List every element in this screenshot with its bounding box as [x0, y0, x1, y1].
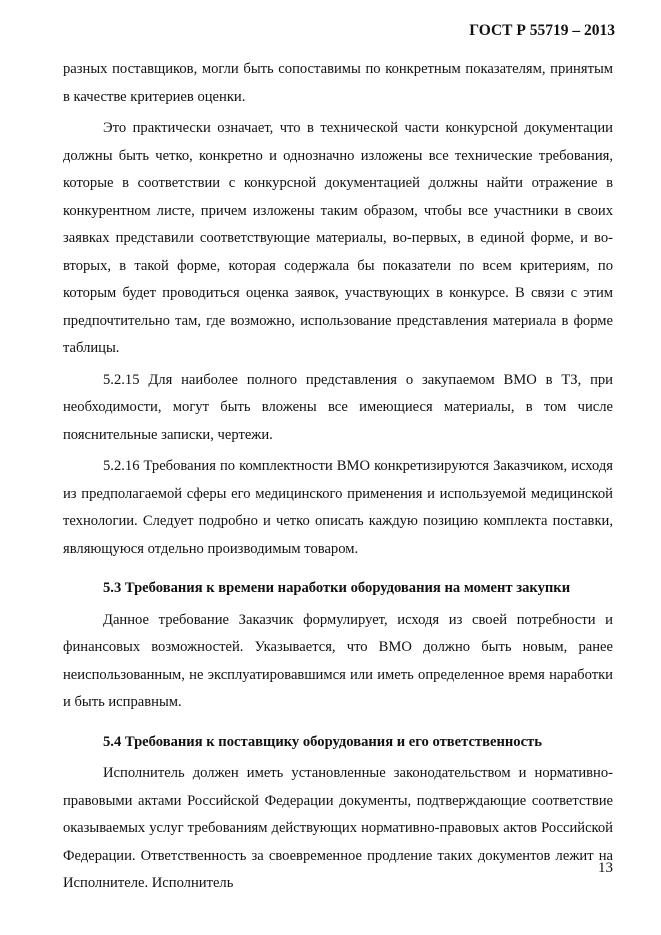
paragraph: Данное требование Заказчик формулирует, исходя из своей потребности и финансовых возможностей. Указывается, что ВМО должно быть новым, ранее неиспользованным, не эксплуатировавшимся или иметь определенное время наработки и быть исправным.	[63, 611, 613, 710]
paragraph: 5.2.16 Требования по комплектности ВМО конкретизируются Заказчиком, исходя из предполагаемой сферы его медицинского применения и используемой медицинской технологии. Следует подробно и четко описать каждую позицию комплекта поставки, являющуюся отдельно производимым товаром.	[63, 458, 613, 557]
section-heading: 5.3 Требования к времени наработки оборудования на момент закупки	[103, 580, 571, 596]
paragraph: Это практически означает, что в технической части конкурсной документации должны быть четко, конкретно и однозначно изложены все технические требования, которые в соответствии с конкурсной документацией должны найти отражение в конкурентном листе, причем изложены таким образом, чтобы все участники в своих заявках представили соответствующие материалы, во-первых, в единой форме, и во-вторых, в такой форме, которая содержала бы показатели по всем критериям, по которым будет проводиться оценка заявок, участвующих в конкурсе. В связи с этим предпочтительно там, где возможно, использование представления материала в форме таблицы.	[63, 120, 613, 356]
paragraph: разных поставщиков, могли быть сопоставимы по конкретным показателям, принятым в качестве критериев оценки.	[63, 61, 613, 105]
page-number: 13	[598, 860, 613, 876]
document-header: ГОСТ Р 55719 – 2013	[469, 22, 615, 39]
paragraph: 5.2.15 Для наиболее полного представления о закупаемом ВМО в ТЗ, при необходимости, могут быть вложены все имеющиеся материалы, в том числе пояснительные записки, чертежи.	[63, 371, 613, 443]
page-content	[63, 56, 613, 898]
paragraph: Исполнитель должен иметь установленные законодательством и нормативно-правовыми актами Российской Федерации документы, подтверждающие соответствие оказываемых услуг требованиям действующих нормативно-правовых актов Российской Федерации. Ответственность за своевременное продление таких документов лежит на Исполнителе. Исполнитель	[63, 765, 613, 891]
section-heading: 5.4 Требования к поставщику оборудования и его ответственность	[103, 733, 542, 750]
